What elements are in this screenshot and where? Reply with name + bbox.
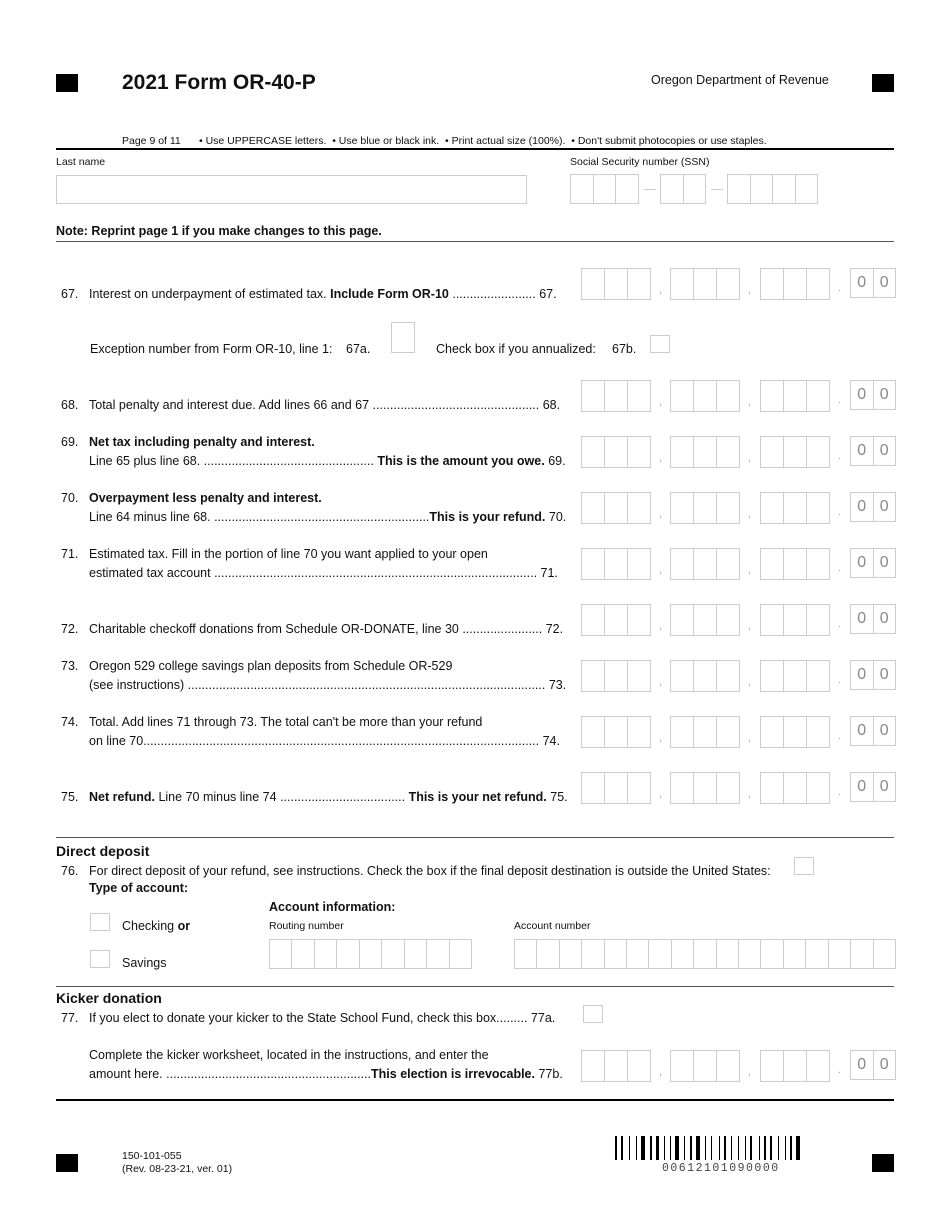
last-name-input[interactable] — [56, 175, 527, 204]
cents-digit: 0 — [873, 381, 896, 409]
cents-digit: 0 — [857, 1056, 867, 1073]
savings-label: Savings — [122, 956, 167, 970]
cents-digit: 0 — [873, 773, 896, 801]
ssn-label: Social Security number (SSN) — [570, 156, 710, 168]
line-69-label: Line 65 plus line 68. ................................................. This is the amount you owe. 69. — [89, 454, 566, 468]
form-title: 2021 Form OR-40-P — [122, 71, 316, 94]
form-id: 150-101-055 — [122, 1150, 182, 1162]
header-rule — [56, 148, 894, 150]
line-67b-label: Check box if you annualized: — [436, 342, 596, 356]
line-77b-label: amount here. ...........................................................This election is irrevocable. 77b. — [89, 1067, 563, 1081]
line-77-number: 77. — [61, 1011, 79, 1025]
form-instructions: • Use UPPERCASE letters. • Use blue or black ink. • Print actual size (100%). • Don't submit photocopies or use staples. — [199, 135, 767, 147]
checking-checkbox[interactable] — [90, 913, 110, 931]
line-72-number: 72. — [61, 622, 79, 636]
form-revision: (Rev. 08-23-21, ver. 01) — [122, 1163, 233, 1175]
line-67a-ref: 67a. — [346, 342, 371, 356]
cents-digit: 0 — [857, 442, 867, 459]
note-rule — [56, 241, 894, 242]
line-75-number: 75. — [61, 790, 79, 804]
cents-digit: 0 — [873, 549, 896, 577]
line-67-number: 67. — [61, 287, 79, 301]
reprint-note: Note: Reprint page 1 if you make changes to this page. — [56, 224, 382, 238]
cents-digit: 0 — [873, 661, 896, 689]
line-71-line1: Estimated tax. Fill in the portion of line 70 you want applied to your open — [89, 547, 488, 561]
account-number-label: Account number — [514, 920, 591, 932]
savings-checkbox[interactable] — [90, 950, 110, 968]
line-74-number: 74. — [61, 715, 79, 729]
annualized-checkbox[interactable] — [650, 335, 670, 353]
line-70-number: 70. — [61, 491, 79, 505]
line-67-label: Interest on underpayment of estimated tax. Include Form OR-10 ........................ 67. — [89, 287, 557, 301]
cents-digit: 0 — [857, 722, 867, 739]
line-68-label: Total penalty and interest due. Add lines 66 and 67 ................................................ 68. — [89, 398, 561, 412]
line-73-number: 73. — [61, 659, 79, 673]
line-76-number: 76. — [61, 864, 79, 878]
direct-deposit-heading: Direct deposit — [56, 843, 150, 859]
line-70-title: Overpayment less penalty and interest. — [89, 491, 322, 505]
registration-mark-bottom-left — [56, 1154, 78, 1172]
routing-number-input[interactable] — [269, 939, 472, 969]
line-76-label: For direct deposit of your refund, see instructions. Check the box if the final deposit destination is outside the United States: — [89, 864, 771, 878]
kicker-rule — [56, 986, 894, 987]
line-67b-ref: 67b. — [612, 342, 637, 356]
line-69-title: Net tax including penalty and interest. — [89, 435, 315, 449]
line-72-label: Charitable checkoff donations from Schedule OR-DONATE, line 30 ....................... 72. — [89, 622, 564, 636]
line-69-number: 69. — [61, 435, 79, 449]
cents-digit: 0 — [873, 1051, 896, 1079]
kicker-donate-checkbox[interactable] — [583, 1005, 603, 1023]
outside-us-checkbox[interactable] — [794, 857, 814, 875]
cents-digit: 0 — [873, 605, 896, 633]
checking-label: Checking or — [122, 919, 191, 933]
cents-digit: 0 — [873, 437, 896, 465]
cents-digit: 0 — [873, 717, 896, 745]
cents-digit: 0 — [857, 498, 867, 515]
routing-number-label: Routing number — [269, 920, 344, 932]
registration-mark-bottom-right — [872, 1154, 894, 1172]
page-number: Page 9 of 11 — [122, 135, 181, 147]
line-74-label: on line 70.................................................................................................................. 74. — [89, 734, 560, 748]
line-77b-line1: Complete the kicker worksheet, located in the instructions, and enter the — [89, 1048, 489, 1062]
registration-mark-top-right — [872, 74, 894, 92]
last-name-label: Last name — [56, 156, 106, 168]
agency-name: Oregon Department of Revenue — [651, 73, 829, 87]
barcode — [615, 1136, 804, 1160]
cents-digit: 0 — [873, 269, 896, 297]
cents-digit: 0 — [857, 610, 867, 627]
cents-digit: 0 — [857, 666, 867, 683]
line-67a-label: Exception number from Form OR-10, line 1: — [90, 342, 333, 356]
exception-number-input[interactable] — [391, 322, 415, 353]
line-70-label: Line 64 minus line 68. ..............................................................This is your refund. 70. — [89, 510, 567, 524]
line-71-label: estimated tax account ............................................................................................. 71. — [89, 566, 558, 580]
kicker-heading: Kicker donation — [56, 990, 162, 1006]
cents-digit: 0 — [857, 778, 867, 795]
line-71-number: 71. — [61, 547, 79, 561]
direct-deposit-rule — [56, 837, 894, 838]
line-75-label: Net refund. Line 70 minus line 74 .................................... This is your net refund. 75. — [89, 790, 568, 804]
line-73-label: (see instructions) ....................................................................................................... 73. — [89, 678, 567, 692]
cents-digit: 0 — [857, 386, 867, 403]
account-info-heading: Account information: — [269, 900, 396, 914]
cents-digit: 0 — [857, 554, 867, 571]
account-type-label: Type of account: — [89, 881, 189, 895]
line-73-line1: Oregon 529 college savings plan deposits from Schedule OR-529 — [89, 659, 453, 673]
line-74-line1: Total. Add lines 71 through 73. The total can't be more than your refund — [89, 715, 483, 729]
cents-digit: 0 — [873, 493, 896, 521]
account-number-input[interactable] — [514, 939, 896, 969]
barcode-number: 00612101090000 — [662, 1162, 780, 1175]
line-77a-label: If you elect to donate your kicker to the State School Fund, check this box......... 77a. — [89, 1011, 556, 1025]
registration-mark-top-left — [56, 74, 78, 92]
cents-digit: 0 — [857, 274, 867, 291]
line-68-number: 68. — [61, 398, 79, 412]
footer-rule — [56, 1099, 894, 1101]
